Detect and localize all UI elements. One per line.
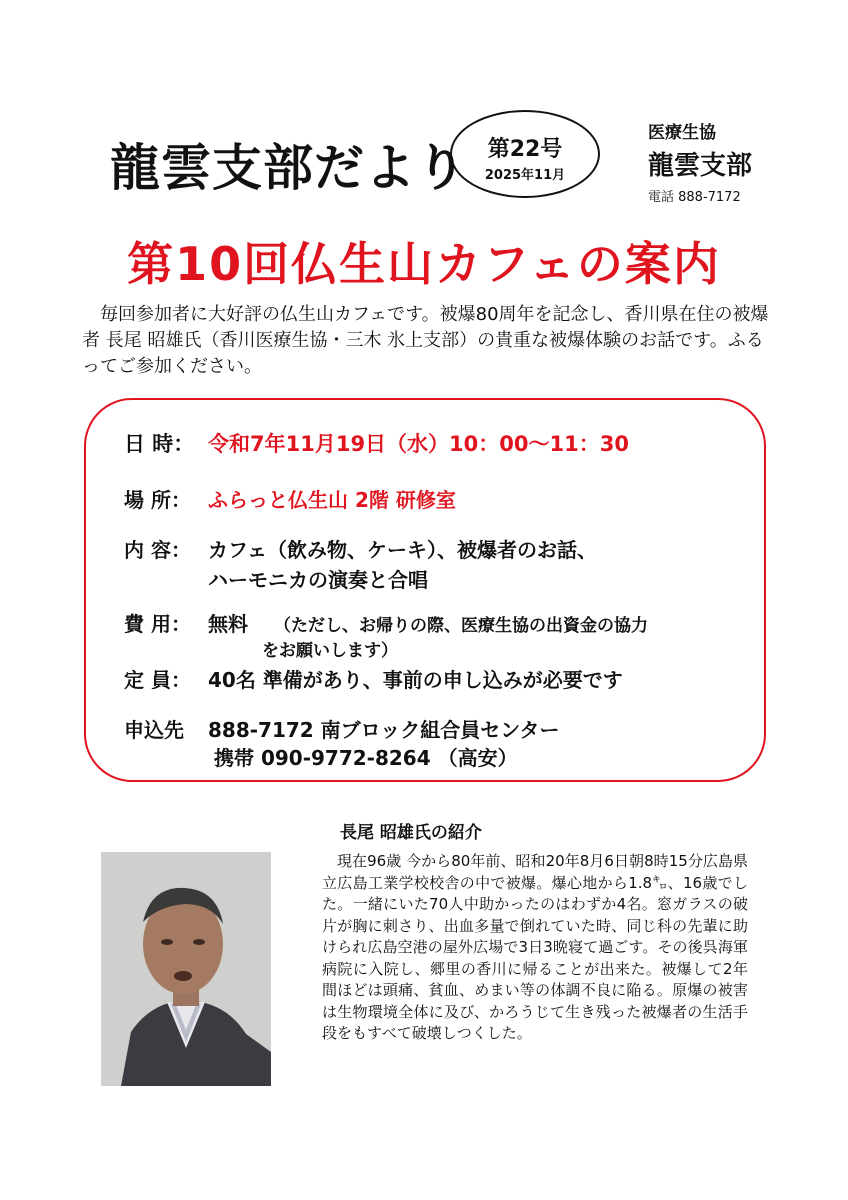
speaker-portrait-icon	[101, 852, 271, 1086]
time-row	[124, 428, 629, 458]
branch-name: 龍雲支部	[648, 151, 753, 181]
org-phone: 電話 888-7172	[648, 190, 741, 205]
place-label: 場 所：	[124, 488, 191, 512]
content-row	[124, 534, 597, 563]
apply-phone: 888-7172 南ブロック組合員センター	[208, 718, 560, 742]
newsletter-title: 龍雲支部だより	[110, 139, 467, 197]
fee-value: 無料	[208, 612, 248, 636]
apply-label: 申込先	[124, 718, 184, 742]
apply-mobile: 携帯 090-9772-8264 （高安）	[214, 746, 518, 770]
content-value: カフェ（飲み物、ケーキ）、被爆者のお話、	[208, 538, 597, 562]
fee-note: （ただし、お帰りの際、医療生協の出資金の協力	[274, 616, 648, 636]
apply-row	[124, 714, 559, 743]
fee-note-line2: をお願いします）	[262, 641, 398, 661]
event-headline: 第10回仏生山カフェの案内	[127, 237, 721, 291]
issue-badge	[450, 110, 600, 198]
profile-title: 長尾 昭雄氏の紹介	[340, 823, 482, 843]
issue-date: 2025年11月	[484, 168, 566, 183]
fee-label: 費 用：	[124, 612, 191, 636]
capacity-row	[124, 664, 623, 693]
org-name: 医療生協	[648, 123, 716, 143]
time-value: 令和7年11月19日（水）10：00〜11：30	[208, 432, 629, 456]
issue-number: 第22号	[487, 137, 563, 162]
speaker-bio: 現在96歳 今から80年前、昭和20年8月6日朝8時15分広島県立広島工業学校校舎の中で被爆。爆心地から1.8㌔、16歳でした。一緒にいた70人中助かったのはわずか4名。窓ガラスの破片が胸に刺さり、出血多量で倒れていた時、同じ科の先輩に助けられ広島空港の屋外広場で3日3晩寝て過ごす。その後呉海軍病院に入院し、郷里の香川に帰ることが出来た。被爆して2年間ほどは頭痛、貧血、めまい等の体調不良に陥る。原爆の被害は生物環境全体に及び、かろうじて生き残った被爆者の生活手段をもすべて破壊しつくした。	[322, 852, 748, 1042]
place-row	[124, 484, 456, 513]
time-label: 日 時：	[124, 432, 195, 456]
content-label: 内 容：	[124, 538, 191, 562]
place-value: ふらっと仏生山 2階 研修室	[208, 488, 456, 512]
event-info-box	[84, 398, 766, 782]
intro-paragraph: 毎回参加者に大好評の仏生山カフェです。被爆80周年を記念し、香川県在住の被爆者 長尾 昭雄氏（香川医療生協・三木 氷上支部）の貴重な被爆体験のお話です。ふるってご参加ください。	[82, 304, 769, 377]
capacity-value: 40名 準備があり、事前の申し込みが必要です	[208, 668, 623, 692]
capacity-label: 定 員：	[124, 668, 191, 692]
speaker-photo	[101, 852, 271, 1086]
fee-row	[124, 608, 648, 637]
content-value-line2: ハーモニカの演奏と合唱	[208, 568, 428, 592]
organization-block	[648, 118, 752, 205]
